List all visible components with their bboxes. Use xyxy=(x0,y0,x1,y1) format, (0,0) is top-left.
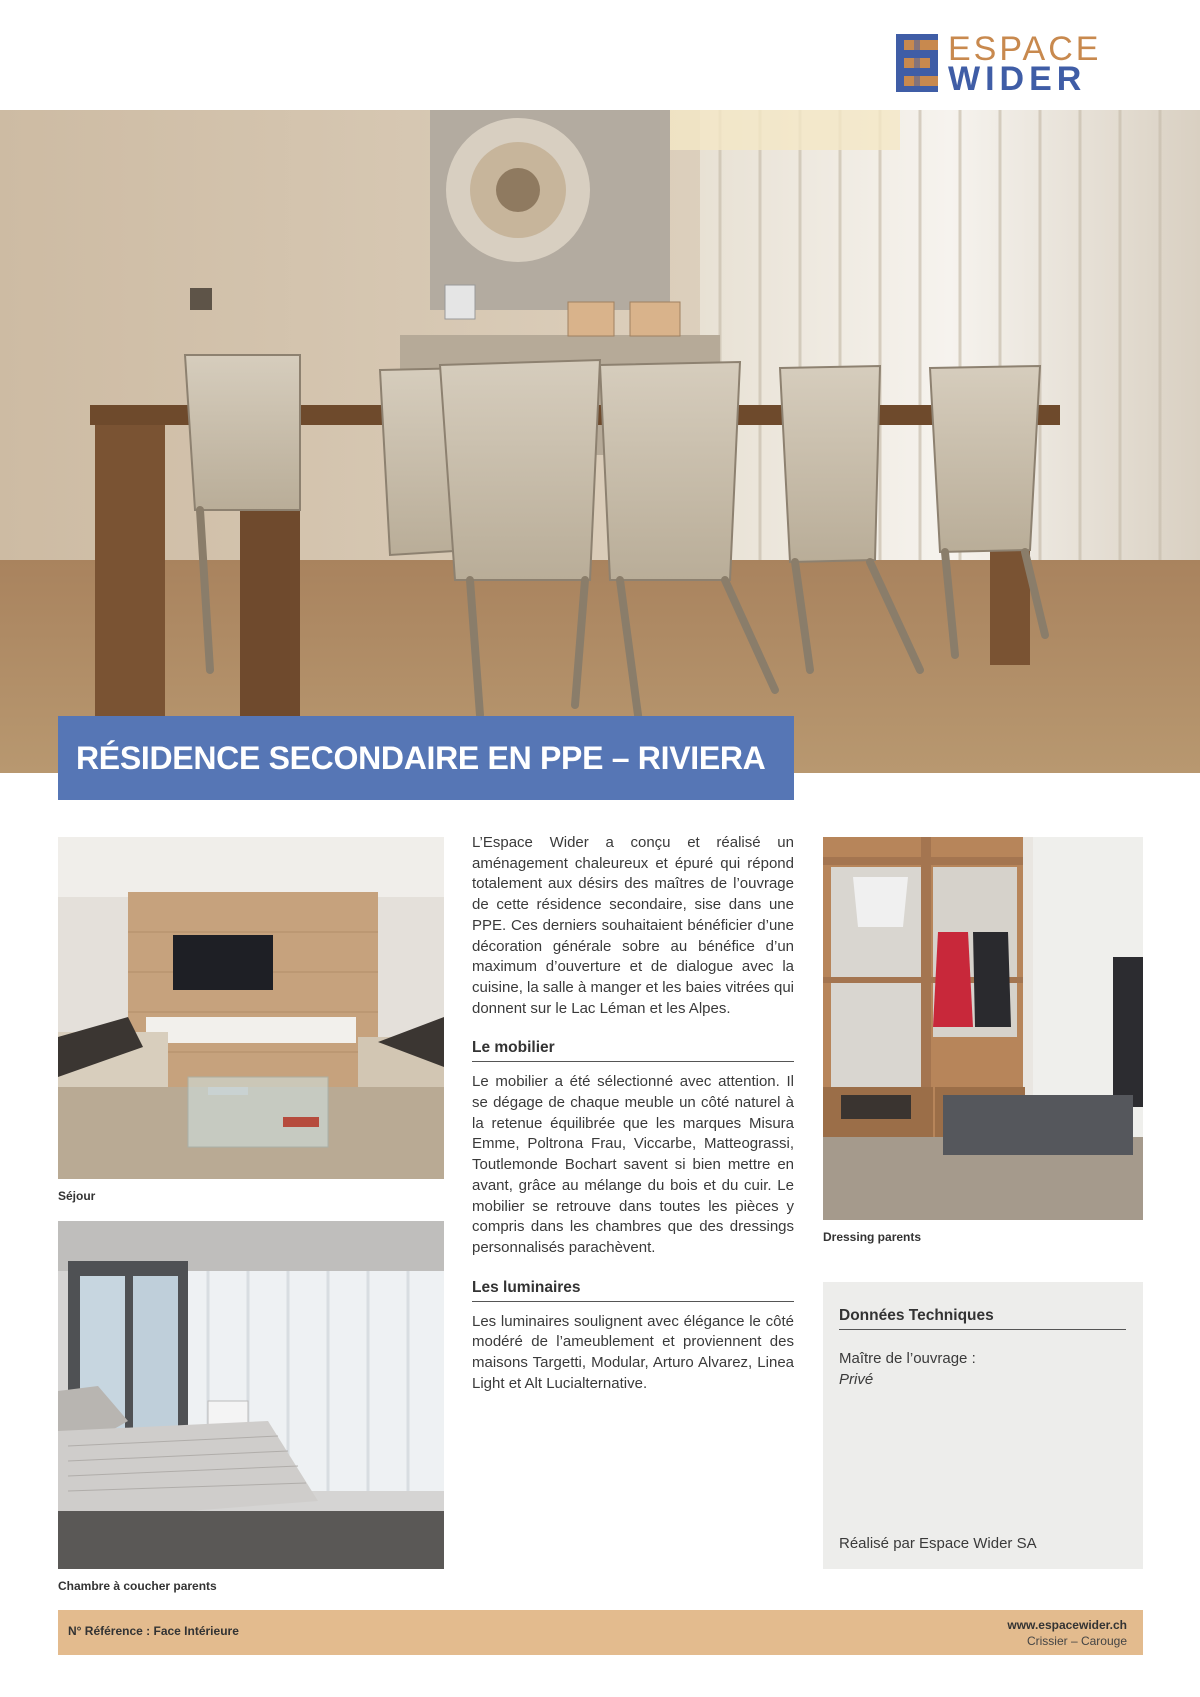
dressing-photo xyxy=(823,837,1143,1220)
logo-text-espace: ESPACE xyxy=(948,30,1102,68)
website-link[interactable]: www.espacewider.ch xyxy=(1007,1618,1127,1632)
reference-number: N° Référence : Face Intérieure xyxy=(68,1624,239,1638)
espace-wider-logo xyxy=(896,30,1146,98)
body-text-column xyxy=(472,833,794,1394)
sejour-photo xyxy=(58,837,444,1179)
luminaires-paragraph: Les luminaires soulignent avec élégance le côté modéré de l’ameublement et proviennent des maisons Targetti, Modular, Arturo Alvarez, Linea Light et Alt Lucialternative. xyxy=(472,1312,794,1392)
realised-by: Réalisé par Espace Wider SA xyxy=(839,1535,1037,1552)
logo-mark-icon xyxy=(896,34,938,92)
bedroom-illustration xyxy=(58,1221,444,1569)
page-title: RÉSIDENCE SECONDAIRE EN PPE – RIVIERA xyxy=(76,740,766,776)
intro-paragraph: L’Espace Wider a conçu et réalisé un aménagement chaleureux et épuré qui répond totalement aux désirs des maîtres de l’ouvrage de cette résidence secondaire, sise dans une PPE. Ces derniers souhaitaient bénéficier d’une décoration générale sobre au bénéfice d’un maximum d’ouverture et de dialogue avec la cuisine, la salle à manger et les baies vitrées qui donnent sur le Lac Léman et les Alpes. xyxy=(472,834,794,1017)
title-band xyxy=(58,716,794,800)
chambre-caption: Chambre à coucher parents xyxy=(58,1579,217,1593)
mobilier-heading: Le mobilier xyxy=(472,1039,794,1062)
dressing-illustration xyxy=(823,837,1143,1220)
owner-label: Maître de l’ouvrage : xyxy=(839,1350,976,1367)
owner-value: Privé xyxy=(839,1371,874,1388)
mobilier-paragraph: Le mobilier a été sélectionné avec attention. Il se dégage de chaque meuble un côté naturel à la retenue équilibrée que les marques Misura Emme, Poltrona Frau, Viccarbe, Matteograssi, Toutlemonde Bochart savent si bien mettre en avant, grâce au mélange du bois et du cuir. Le mobilier se retrouve dans toutes les pièces y compris dans les chambres que des dressings personnalisés parachèvent. xyxy=(472,1073,794,1256)
living-room-illustration xyxy=(58,837,444,1179)
footer-bar xyxy=(58,1610,1143,1655)
technical-data-box xyxy=(823,1282,1143,1569)
locations: Crissier – Carouge xyxy=(1026,1634,1127,1648)
sejour-caption: Séjour xyxy=(58,1189,96,1203)
dining-room-illustration xyxy=(0,110,1200,773)
hero-dining-room-photo xyxy=(0,110,1200,773)
dressing-caption: Dressing parents xyxy=(823,1230,922,1244)
tech-title: Données Techniques xyxy=(839,1307,1126,1330)
luminaires-heading: Les luminaires xyxy=(472,1279,794,1302)
chambre-photo xyxy=(58,1221,444,1569)
logo-text-wider: WIDER xyxy=(948,60,1087,98)
